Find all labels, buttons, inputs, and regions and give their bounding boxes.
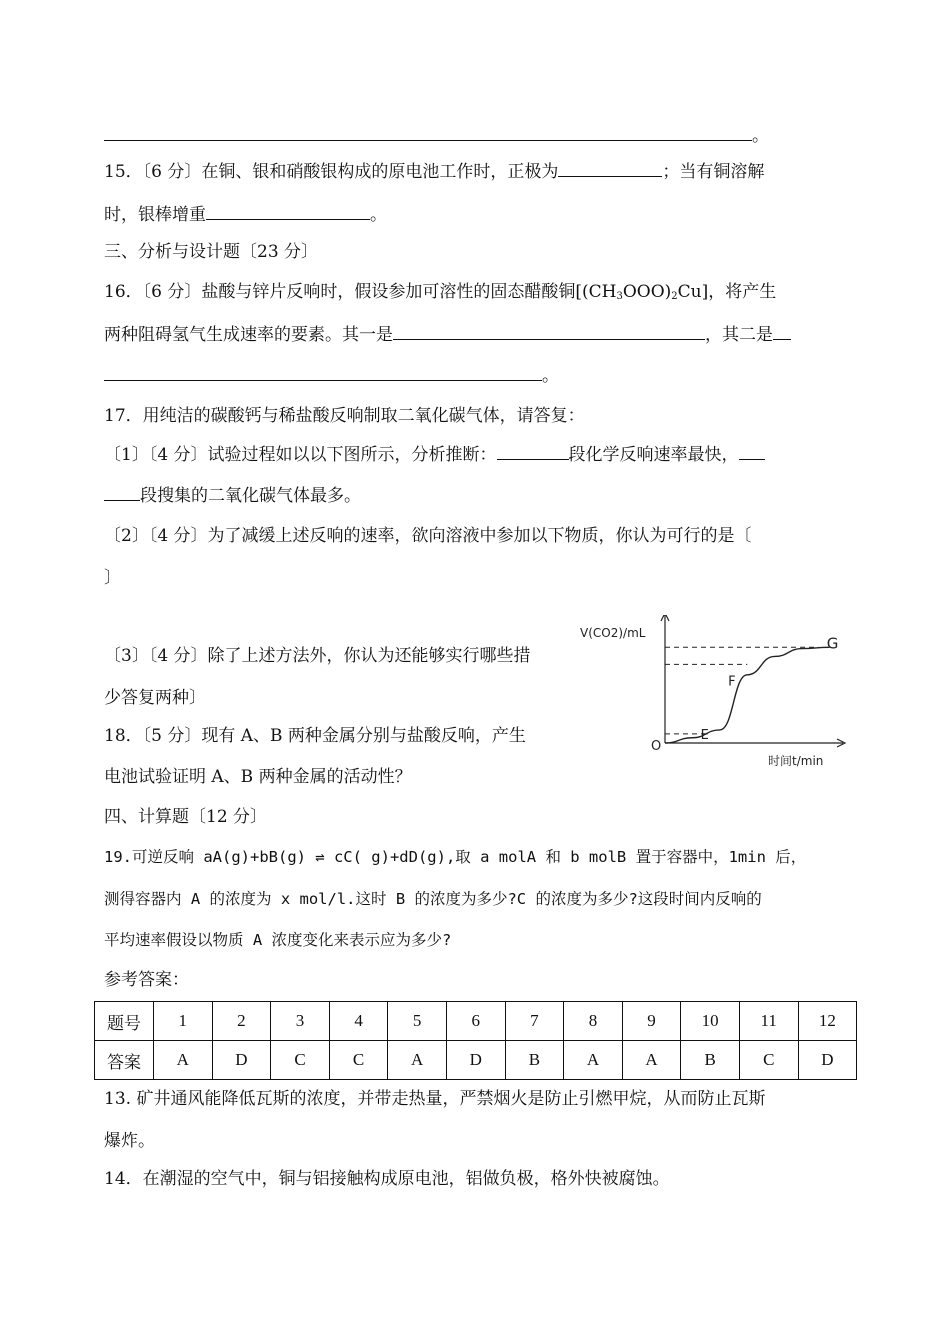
q18-line-2: 电池试验证明 A、B 两种金属的活动性？ (104, 767, 412, 787)
q19-line-1: 19.可逆反响 aA(g)+bB(g) ⇌ cC( g)+dD(g),取 a molA 和 b molB 置于容器中，1min 后， (104, 848, 807, 866)
q16-text: 两种阻碍氢气生成速率的要素。其一是 (104, 325, 393, 345)
q17-part2-line-2: 〕 (104, 568, 121, 588)
answers-title: 参考答案： (104, 970, 189, 990)
a14-line: 14．在潮湿的空气中，铜与铝接触构成原电池，铝做负极，格外快被腐蚀。 (104, 1169, 670, 1189)
table-row (95, 1002, 857, 1041)
answer-cell: B (505, 1041, 564, 1080)
q16-line-3 (104, 364, 846, 387)
answer-cell: A (622, 1041, 681, 1080)
y-axis-label: V(CO2)/mL (580, 626, 646, 640)
origin-label: O (651, 739, 662, 754)
answer-cell: B (681, 1041, 740, 1080)
answer-blank[interactable] (104, 364, 542, 381)
q15-text: 15．〔6 分〕在铜、银和硝酸银构成的原电池工作时，正极为 (104, 162, 559, 182)
x-axis-label: 时间t/min (768, 754, 824, 768)
subscript: 2 (671, 291, 678, 302)
answer-cell: A (388, 1041, 447, 1080)
question-number-cell: 8 (564, 1002, 623, 1041)
answer-cell: A (154, 1041, 213, 1080)
answer-blank[interactable] (497, 443, 569, 460)
question-number-cell: 6 (446, 1002, 505, 1041)
punctuation: 。 (752, 126, 769, 146)
q17-part1-line-1 (104, 443, 846, 466)
q15-text: 时，银棒增重 (104, 205, 206, 225)
question-number-cell: 7 (505, 1002, 564, 1041)
q17-stem: 17．用纯洁的碳酸钙与稀盐酸反响制取二氧化碳气体，请答复： (104, 406, 585, 426)
question-number-cell: 10 (681, 1002, 740, 1041)
q17-part1-line-2 (104, 484, 846, 507)
q17-text: 〔1〕〔4 分〕试验过程如以以下图所示，分析推断： (104, 445, 497, 465)
answer-cell: C (739, 1041, 798, 1080)
q16-text: OOO) (622, 282, 672, 302)
segment-label-g: G (826, 634, 839, 653)
answer-blank[interactable] (558, 160, 662, 177)
q16-text: Cu]，将产生 (677, 282, 777, 302)
a13-line-2: 爆炸。 (104, 1131, 155, 1151)
q16-line-1 (104, 281, 846, 308)
a13-line-1: 13. 矿井通风能降低瓦斯的浓度，并带走热量，严禁烟火是防止引燃甲烷，从而防止瓦斯 (104, 1089, 766, 1109)
row-label: 题号 (95, 1002, 154, 1041)
question-number-cell: 3 (271, 1002, 330, 1041)
answer-blank[interactable] (104, 124, 752, 141)
q17-text: 段搜集的二氧化碳气体最多。 (140, 486, 361, 506)
question-number-cell: 1 (154, 1002, 213, 1041)
answer-cell: C (271, 1041, 330, 1080)
answer-cell: C (329, 1041, 388, 1080)
answer-blank[interactable] (739, 443, 765, 460)
punctuation: 。 (542, 366, 559, 386)
q16-text: 16．〔6 分〕盐酸与锌片反响时，假设参加可溶性的固态醋酸铜[(CH (104, 282, 617, 302)
question-number-cell: 11 (739, 1002, 798, 1041)
question-number-cell: 12 (798, 1002, 857, 1041)
answer-cell: D (212, 1041, 271, 1080)
answer-blank[interactable] (104, 484, 140, 501)
section-heading: 三、分析与设计题〔23 分〕 (104, 242, 319, 262)
answer-cell: D (798, 1041, 857, 1080)
q15-line-1 (104, 160, 846, 183)
table-row (95, 1041, 857, 1080)
q17-part3-line-1: 〔3〕〔4 分〕除了上述方法外，你认为还能够实行哪些措 (104, 646, 531, 666)
q17-text: 段化学反响速率最快， (568, 445, 739, 465)
section-heading: 四、计算题〔12 分〕 (104, 807, 268, 827)
q18-line-1: 18．〔5 分〕现有 A、B 两种金属分别与盐酸反响，产生 (104, 726, 526, 746)
answer-cell: D (446, 1041, 505, 1080)
q19-line-3: 平均速率假设以物质 A 浓度变化来表示应为多少? (104, 931, 452, 949)
question-number-cell: 4 (329, 1002, 388, 1041)
answer-blank[interactable] (393, 323, 705, 340)
question-number-cell: 2 (212, 1002, 271, 1041)
answer-blank[interactable] (206, 203, 370, 220)
answer-cell: A (564, 1041, 623, 1080)
q15-text: 。 (370, 205, 387, 225)
answer-blank[interactable] (773, 323, 791, 340)
answer-table (94, 1001, 857, 1080)
segment-label-f: F (728, 674, 736, 690)
q14-tail (104, 124, 846, 147)
q19-line-2: 测得容器内 A 的浓度为 x mol/l.这时 B 的浓度为多少?C 的浓度为多少?这段时间内反响的 (104, 890, 762, 908)
q17-part2-line-1: 〔2〕〔4 分〕为了减缓上述反响的速率，欲向溶液中参加以下物质，你认为可行的是〔 (104, 526, 752, 546)
q16-line-2 (104, 323, 846, 346)
question-number-cell: 5 (388, 1002, 447, 1041)
segment-label-e: E (700, 728, 709, 743)
row-label: 答案 (95, 1041, 154, 1080)
q15-text: ；当有铜溶解 (662, 162, 765, 182)
q17-part3-line-2: 少答复两种〕 (104, 688, 206, 708)
subscript: 3 (616, 291, 623, 302)
q16-text: ，其二是 (705, 325, 773, 345)
q15-line-2 (104, 203, 846, 226)
co2-volume-chart (578, 615, 848, 775)
question-number-cell: 9 (622, 1002, 681, 1041)
